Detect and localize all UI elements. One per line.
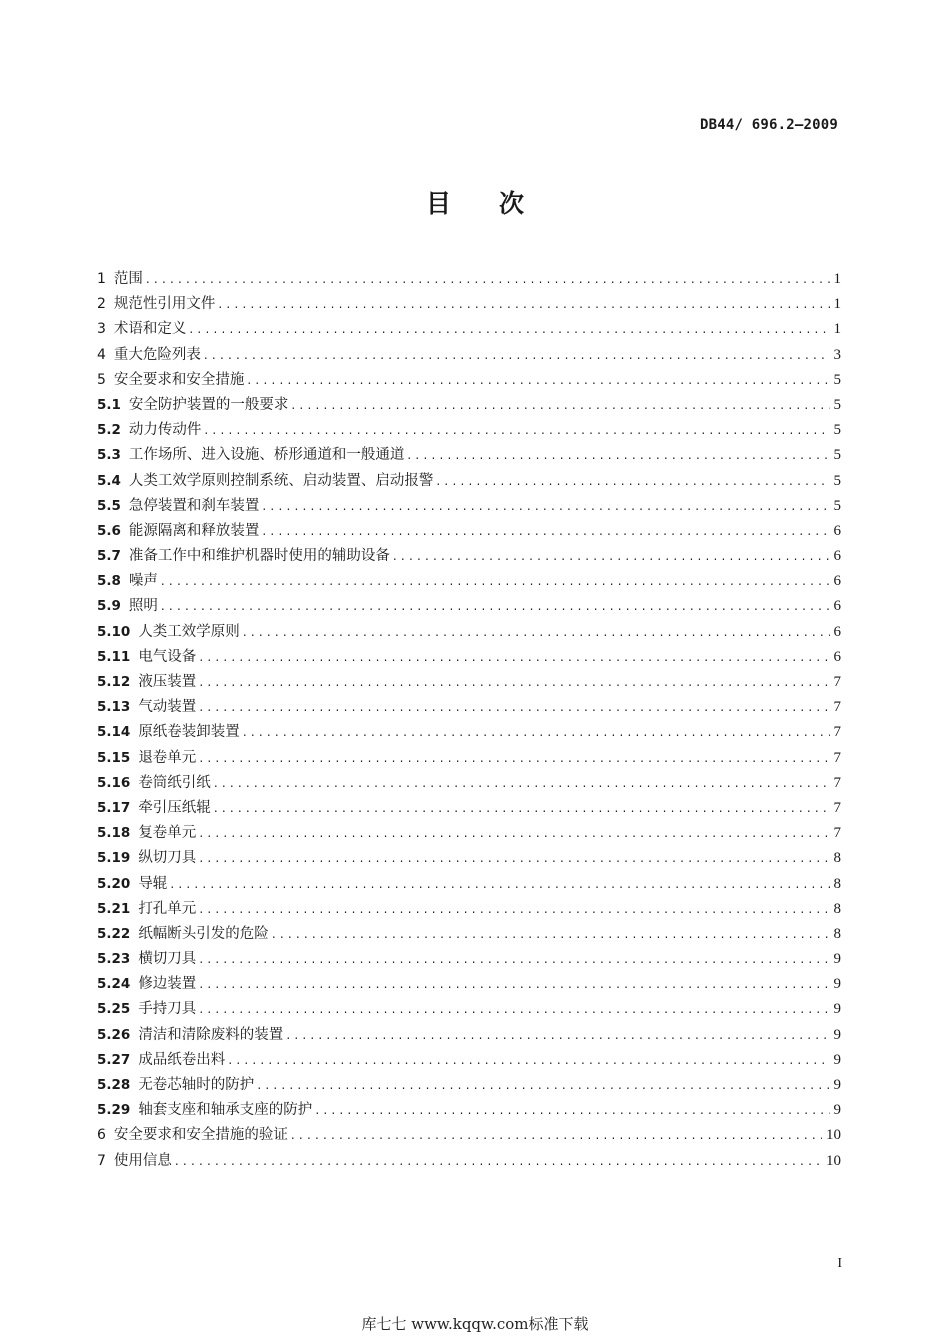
toc-entry-page: 1	[833, 321, 841, 338]
toc-entry[interactable]	[97, 1149, 841, 1174]
toc-leader-dots	[199, 746, 829, 771]
toc-entry-label: 轴套支座和轴承支座的防护	[138, 1102, 313, 1119]
toc-entry-page: 10	[826, 1127, 841, 1144]
toc-entry-number: 5.28	[97, 1077, 131, 1093]
toc-entry-label: 照明	[128, 598, 158, 615]
toc-entry-label: 范围	[113, 271, 143, 287]
toc-entry-number: 7	[97, 1152, 106, 1169]
toc-entry[interactable]	[97, 418, 841, 443]
toc-leader-dots	[189, 317, 829, 342]
toc-leader-dots	[170, 872, 829, 897]
toc-entry[interactable]	[97, 519, 841, 544]
toc-entry-label: 重大危险列表	[113, 346, 201, 363]
toc-entry-label: 原纸卷装卸装置	[138, 724, 240, 741]
footer-watermark: 库七七 www.kqqw.com标准下载	[361, 1315, 589, 1333]
toc-entry-page: 8	[833, 900, 841, 917]
toc-entry[interactable]	[97, 393, 841, 418]
toc-entry-number: 5.6	[97, 522, 121, 539]
toc-leader-dots	[315, 1098, 829, 1123]
toc-leader-dots	[407, 443, 829, 468]
toc-entry-page: 9	[833, 1077, 841, 1093]
toc-entry-page: 5	[833, 396, 841, 413]
toc-entry-label: 手持刀具	[138, 1001, 197, 1018]
toc-leader-dots	[199, 821, 829, 846]
toc-leader-dots	[199, 997, 829, 1022]
toc-entry-page: 8	[833, 850, 841, 867]
toc-entry-label: 退卷单元	[138, 749, 197, 766]
toc-entry[interactable]	[97, 821, 841, 846]
toc-entry[interactable]	[97, 947, 841, 972]
toc-leader-dots	[204, 418, 829, 443]
toc-entry-label: 纵切刀具	[138, 850, 197, 867]
toc-leader-dots	[243, 620, 830, 645]
toc-entry-page: 9	[833, 1051, 841, 1068]
toc-entry-number: 5.16	[97, 774, 131, 791]
toc-entry-number: 5.7	[97, 548, 121, 565]
toc-entry-number: 2	[97, 296, 106, 313]
toc-entry[interactable]	[97, 997, 841, 1022]
toc-entry[interactable]	[97, 594, 841, 619]
toc-entry-label: 电气设备	[138, 648, 197, 665]
page-title: 目次	[425, 189, 572, 218]
toc-entry[interactable]	[97, 972, 841, 997]
toc-entry-page: 8	[833, 875, 841, 892]
toc-entry-page: 7	[833, 774, 841, 791]
toc-leader-dots	[199, 670, 829, 695]
toc-entry-page: 9	[833, 1001, 841, 1018]
toc-leader-dots	[243, 720, 830, 745]
toc-entry-page: 3	[833, 346, 841, 363]
toc-entry[interactable]	[97, 469, 841, 494]
toc-entry[interactable]	[97, 872, 841, 897]
toc-entry-number: 5.2	[97, 422, 121, 439]
toc-entry-label: 能源隔离和释放装置	[128, 522, 260, 539]
toc-leader-dots	[199, 947, 829, 972]
toc-leader-dots	[214, 771, 830, 796]
toc-entry[interactable]	[97, 846, 841, 871]
toc-entry[interactable]	[97, 695, 841, 720]
toc-entry-number: 5.17	[97, 799, 131, 816]
toc-entry-label: 规范性引用文件	[113, 296, 216, 313]
toc-entry-page: 7	[833, 699, 841, 716]
table-of-contents	[97, 267, 841, 1174]
toc-entry-number: 1	[97, 271, 106, 287]
toc-entry[interactable]	[97, 267, 841, 292]
toc-entry[interactable]	[97, 1023, 841, 1048]
toc-entry[interactable]	[97, 746, 841, 771]
toc-entry-label: 清洁和清除废料的装置	[138, 1026, 284, 1043]
toc-entry-page: 7	[833, 724, 841, 741]
document-code: DB44/ 696.2—2009	[699, 117, 838, 133]
toc-entry[interactable]	[97, 1048, 841, 1073]
toc-entry-number: 5.4	[97, 472, 121, 489]
toc-entry-number: 5.11	[97, 648, 131, 665]
toc-entry-label: 牵引压纸辊	[138, 799, 211, 816]
toc-leader-dots	[247, 368, 829, 393]
toc-leader-dots	[218, 292, 829, 317]
toc-entry-label: 导辊	[138, 875, 168, 892]
toc-entry[interactable]	[97, 897, 841, 922]
toc-entry-number: 5.8	[97, 573, 121, 590]
toc-entry-number: 5.3	[97, 447, 121, 464]
toc-entry-number: 3	[97, 321, 106, 338]
toc-entry-label: 安全要求和安全措施的验证	[113, 1127, 288, 1144]
toc-entry-number: 4	[97, 346, 106, 363]
toc-entry[interactable]	[97, 292, 841, 317]
toc-entry-page: 1	[833, 271, 841, 287]
toc-entry[interactable]	[97, 1073, 841, 1098]
toc-entry-number: 5.21	[97, 900, 131, 917]
toc-entry[interactable]	[97, 922, 841, 947]
toc-entry[interactable]	[97, 1098, 841, 1123]
toc-entry-page: 7	[833, 749, 841, 766]
toc-leader-dots	[161, 569, 830, 594]
toc-entry-page: 7	[833, 674, 841, 690]
toc-leader-dots	[175, 1149, 822, 1174]
toc-entry-number: 5.19	[97, 850, 131, 867]
toc-entry[interactable]	[97, 569, 841, 594]
toc-entry-page: 8	[833, 925, 841, 942]
toc-entry-page: 6	[833, 623, 841, 640]
toc-entry[interactable]	[97, 620, 841, 645]
toc-entry-number: 5.23	[97, 951, 131, 968]
toc-entry-number: 5.29	[97, 1102, 131, 1119]
toc-entry-label: 卷筒纸引纸	[138, 774, 211, 791]
toc-entry-number: 5.14	[97, 724, 131, 741]
toc-leader-dots	[199, 897, 829, 922]
toc-entry-label: 修边装置	[138, 976, 197, 993]
toc-leader-dots	[199, 645, 829, 670]
toc-entry-page: 1	[833, 296, 841, 313]
toc-entry-label: 复卷单元	[138, 825, 197, 842]
toc-entry-label: 工作场所、进入设施、桥形通道和一般通道	[128, 447, 405, 464]
toc-entry[interactable]	[97, 771, 841, 796]
toc-entry-number: 6	[97, 1127, 106, 1144]
toc-leader-dots	[291, 393, 829, 418]
toc-leader-dots	[436, 469, 829, 494]
toc-entry-label: 人类工效学原则	[138, 623, 240, 640]
toc-entry-page: 7	[833, 799, 841, 816]
toc-entry-number: 5.12	[97, 674, 131, 690]
toc-entry-number: 5.27	[97, 1051, 131, 1068]
toc-entry[interactable]	[97, 368, 841, 393]
toc-entry[interactable]	[97, 1123, 841, 1148]
toc-entry-label: 横切刀具	[138, 951, 197, 968]
toc-entry[interactable]	[97, 443, 841, 468]
toc-entry-page: 6	[833, 522, 841, 539]
toc-entry-page: 9	[833, 1102, 841, 1119]
toc-entry-label: 噪声	[128, 573, 158, 590]
toc-entry-label: 成品纸卷出料	[138, 1051, 226, 1068]
toc-entry-page: 6	[833, 573, 841, 590]
toc-entry-page: 6	[833, 648, 841, 665]
toc-leader-dots	[272, 922, 830, 947]
toc-entry[interactable]	[97, 317, 841, 342]
toc-entry-label: 急停装置和刹车装置	[128, 497, 260, 514]
page-number: I	[837, 1256, 842, 1271]
toc-entry-label: 安全要求和安全措施	[113, 371, 245, 388]
toc-entry-label: 术语和定义	[113, 321, 187, 338]
toc-leader-dots	[257, 1073, 829, 1098]
toc-entry-page: 5	[833, 371, 841, 388]
toc-entry-page: 5	[833, 472, 841, 489]
toc-entry[interactable]	[97, 343, 841, 368]
toc-entry-label: 液压装置	[138, 674, 197, 690]
toc-entry-label: 无卷芯轴时的防护	[138, 1077, 255, 1093]
toc-entry-number: 5	[97, 371, 106, 388]
toc-leader-dots	[199, 972, 829, 997]
toc-entry-page: 5	[833, 497, 841, 514]
toc-leader-dots	[199, 846, 829, 871]
toc-entry-page: 9	[833, 976, 841, 993]
toc-entry[interactable]	[97, 544, 841, 569]
toc-leader-dots	[161, 594, 830, 619]
toc-entry-label: 使用信息	[113, 1152, 172, 1169]
toc-entry-label: 安全防护装置的一般要求	[128, 396, 289, 413]
toc-entry-number: 5.20	[97, 875, 131, 892]
toc-leader-dots	[262, 519, 829, 544]
toc-entry[interactable]	[97, 645, 841, 670]
toc-leader-dots	[214, 796, 830, 821]
toc-leader-dots	[291, 1123, 822, 1148]
toc-entry-number: 5.1	[97, 396, 121, 413]
toc-entry-label: 打孔单元	[138, 900, 197, 917]
toc-entry[interactable]	[97, 796, 841, 821]
toc-entry-number: 5.15	[97, 749, 131, 766]
toc-entry-label: 气动装置	[138, 699, 197, 716]
toc-leader-dots	[146, 267, 830, 292]
toc-entry-page: 9	[833, 951, 841, 968]
toc-leader-dots	[199, 695, 829, 720]
toc-entry-label: 人类工效学原则控制系统、启动装置、启动报警	[128, 472, 434, 489]
toc-entry-page: 6	[833, 548, 841, 565]
toc-entry-number: 5.13	[97, 699, 131, 716]
toc-entry[interactable]	[97, 670, 841, 695]
toc-entry-number: 5.22	[97, 925, 131, 942]
toc-entry-page: 9	[833, 1026, 841, 1043]
toc-entry[interactable]	[97, 494, 841, 519]
toc-leader-dots	[228, 1048, 829, 1073]
toc-entry-label: 纸幅断头引发的危险	[138, 925, 269, 942]
toc-entry-page: 10	[826, 1152, 841, 1169]
toc-entry-number: 5.25	[97, 1001, 131, 1018]
toc-leader-dots	[393, 544, 830, 569]
toc-leader-dots	[262, 494, 829, 519]
toc-leader-dots	[286, 1023, 829, 1048]
toc-entry-page: 6	[833, 598, 841, 615]
toc-entry-page: 5	[833, 422, 841, 439]
toc-entry[interactable]	[97, 720, 841, 745]
toc-entry-number: 5.24	[97, 976, 131, 993]
toc-entry-number: 5.26	[97, 1026, 131, 1043]
toc-entry-number: 5.9	[97, 598, 121, 615]
toc-leader-dots	[204, 343, 830, 368]
toc-entry-label: 准备工作中和维护机器时使用的辅助设备	[128, 548, 390, 565]
toc-entry-page: 5	[833, 447, 841, 464]
toc-entry-number: 5.5	[97, 497, 121, 514]
toc-entry-number: 5.18	[97, 825, 131, 842]
toc-entry-number: 5.10	[97, 623, 131, 640]
toc-entry-label: 动力传动件	[128, 422, 202, 439]
toc-entry-page: 7	[833, 825, 841, 842]
